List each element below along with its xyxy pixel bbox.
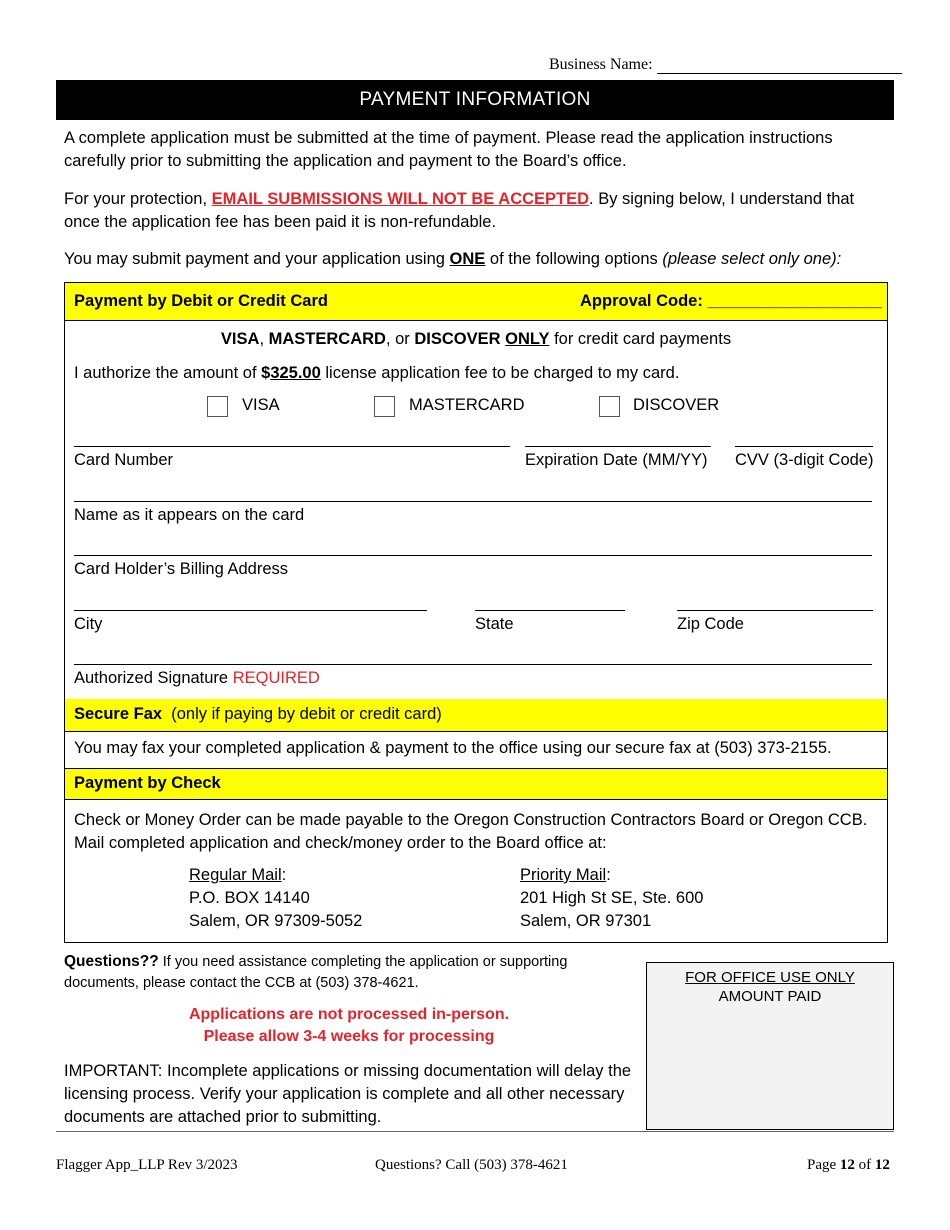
regular-mail-address [189, 864, 362, 933]
intro-para3-mid: of the following options [485, 250, 663, 268]
page-title: PAYMENT INFORMATION [56, 80, 894, 120]
discover-label: DISCOVER [633, 396, 720, 414]
intro-para2-line2: once the application fee has been paid it is non-refundable. [64, 213, 497, 231]
regular-mail-line1: P.O. BOX 14140 [189, 889, 310, 907]
page-prefix: Page [807, 1157, 840, 1173]
authorize-amount: 325.00 [270, 364, 321, 382]
state-input[interactable] [475, 610, 625, 611]
cvv-label: CVV (3-digit Code) [735, 451, 874, 469]
office-use-title: FOR OFFICE USE ONLY [685, 969, 855, 986]
regular-mail-colon: : [281, 866, 287, 884]
accepted-discover: DISCOVER [414, 330, 501, 348]
intro-para2-start: For your protection, [64, 190, 212, 208]
accepted-end: for credit card payments [549, 330, 732, 348]
footer-questions: Questions? Call (503) 378-4621 [375, 1157, 568, 1173]
accepted-sep-2: , or [385, 330, 415, 348]
accepted-sep-1: , [259, 330, 269, 348]
fax-section-body [64, 732, 888, 769]
fax-title: Secure Fax [74, 705, 163, 723]
authorize-dollar: $ [261, 364, 271, 382]
business-name-field [549, 56, 902, 74]
expiration-input[interactable] [525, 446, 711, 447]
priority-mail-address [520, 864, 703, 933]
signature-input[interactable] [74, 664, 872, 665]
visa-checkbox[interactable] [207, 396, 228, 417]
priority-mail-line1: 201 High St SE, Ste. 600 [520, 889, 704, 907]
mastercard-label: MASTERCARD [409, 396, 525, 414]
fax-title-row [74, 705, 442, 724]
footer-divider [56, 1131, 894, 1132]
city-input[interactable] [74, 610, 427, 611]
signature-required: REQUIRED [232, 669, 320, 687]
check-title: Payment by Check [74, 774, 221, 792]
visa-label: VISA [242, 396, 280, 414]
authorize-start: I authorize the amount of [74, 364, 262, 382]
accepted-only: ONLY [505, 330, 550, 348]
page-of: of [854, 1157, 875, 1173]
card-number-label: Card Number [74, 451, 174, 469]
email-warning: EMAIL SUBMISSIONS WILL NOT BE ACCEPTED [211, 190, 590, 208]
questions-label: Questions?? [64, 953, 159, 970]
fax-body-text: You may fax your completed application & payment to the office using our secure fax at (503) 373-2155. [74, 739, 832, 757]
check-body-text: Check or Money Order can be made payable to the Oregon Construction Contractors Board or Oregon CCB. Mail completed application and check/money order to the Board office at: [74, 811, 868, 852]
discover-checkbox[interactable] [599, 396, 620, 417]
regular-mail-label: Regular Mail [189, 866, 282, 884]
billing-address-label: Card Holder’s Billing Address [74, 560, 288, 578]
expiration-label: Expiration Date (MM/YY) [525, 451, 708, 469]
fax-section-header [64, 699, 888, 732]
billing-address-input[interactable] [74, 555, 872, 556]
processing-notice [64, 1004, 634, 1048]
intro-para3-italic: (please select only one): [662, 250, 842, 268]
amount-paid-label: AMOUNT PAID [718, 988, 822, 1005]
page-current: 12 [839, 1157, 855, 1173]
name-on-card-label: Name as it appears on the card [74, 506, 305, 524]
check-section-header [64, 769, 888, 800]
name-on-card-input[interactable] [74, 501, 872, 502]
intro-para2-end: . By signing below, I understand that [589, 190, 855, 208]
page-total: 12 [874, 1157, 890, 1173]
accepted-mastercard: MASTERCARD [268, 330, 386, 348]
intro-para3-start: You may submit payment and your application using [64, 250, 450, 268]
card-section-header [65, 283, 887, 321]
zip-input[interactable] [677, 610, 873, 611]
questions-body: If you need assistance completing the application or supporting documents, please contact the CCB at (503) 378-4621. [64, 954, 568, 991]
business-name-label: Business Name: [549, 56, 653, 73]
important-notice: IMPORTANT: Incomplete applications or missing documentation will delay the licensing process. Verify your application is complete and all other necessary documents are attached prior to submitting. [64, 1062, 632, 1126]
card-payment-section [64, 282, 888, 700]
state-label: State [475, 615, 514, 633]
intro-para3-one: ONE [449, 250, 486, 268]
notice-line-2: Please allow 3-4 weeks for processing [203, 1028, 495, 1045]
mastercard-checkbox[interactable] [374, 396, 395, 417]
zip-label: Zip Code [677, 615, 744, 633]
authorize-line [74, 364, 679, 383]
signature-label [74, 669, 320, 688]
priority-mail-colon: : [606, 866, 611, 884]
notice-line-1: Applications are not processed in-person. [188, 1006, 510, 1023]
priority-mail-line2: Salem, OR 97301 [520, 912, 652, 930]
intro-paragraph-2 [64, 188, 884, 234]
accepted-cards-line [65, 330, 887, 349]
office-use-box [646, 962, 894, 1130]
card-section-title: Payment by Debit or Credit Card [74, 292, 328, 310]
check-section-body [64, 799, 888, 943]
approval-code-label[interactable]: Approval Code: ___________________ [580, 292, 882, 310]
footer-revision: Flagger App_LLP Rev 3/2023 [56, 1157, 238, 1173]
city-label: City [74, 615, 103, 633]
questions-text [64, 951, 624, 994]
regular-mail-line2: Salem, OR 97309-5052 [189, 912, 363, 930]
intro-paragraph-1: A complete application must be submitted at the time of payment. Please read the application instructions carefully prior to submitting the application and payment to the Board’s office. [64, 129, 833, 170]
authorize-end: license application fee to be charged to my card. [320, 364, 680, 382]
intro-paragraph-3 [64, 248, 884, 271]
cvv-input[interactable] [735, 446, 873, 447]
business-name-input[interactable] [657, 59, 902, 74]
footer-page-number [807, 1157, 890, 1174]
fax-subtitle: (only if paying by debit or credit card) [171, 705, 442, 723]
accepted-visa: VISA [220, 330, 260, 348]
signature-label-text: Authorized Signature [74, 669, 229, 687]
priority-mail-label: Priority Mail [520, 866, 607, 884]
card-number-input[interactable] [74, 446, 510, 447]
